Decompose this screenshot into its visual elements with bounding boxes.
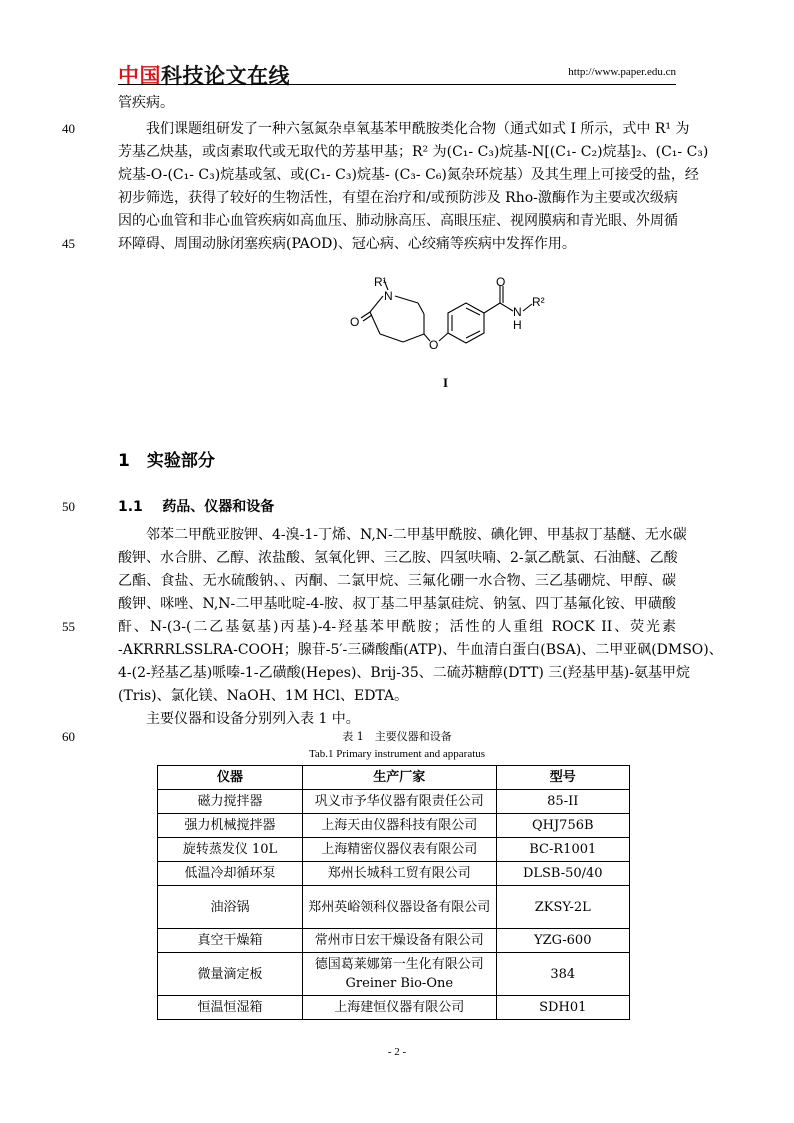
table-row: [158, 838, 630, 862]
text-line: 管疾病。: [118, 95, 174, 111]
page-header: [118, 58, 676, 88]
table-cell: 恒温恒湿箱: [158, 996, 303, 1020]
line-number: 55: [62, 619, 75, 634]
table-cell: 强力机械搅拌器: [158, 814, 303, 838]
table-cell: SDH01: [496, 996, 629, 1020]
text-line: (Tris)、氯化镁、NaOH、1M HCl、EDTA。: [118, 688, 409, 704]
table-cell: 巩义市予华仪器有限责任公司: [303, 790, 496, 814]
atom-label: O: [350, 315, 360, 329]
atom-label: H: [513, 318, 522, 332]
header-url[interactable]: http://www.paper.edu.cn: [568, 66, 676, 78]
text-line: 酸钾、水合肼、乙醇、浓盐酸、氢氧化钾、三乙胺、四氢呋喃、2-氯乙酰氯、石油醚、乙酸: [118, 550, 678, 566]
column-header: 仪器: [158, 766, 303, 790]
table-row: [158, 790, 630, 814]
table-cell: 384: [496, 953, 629, 996]
table-cell: 真空干燥箱: [158, 929, 303, 953]
table-row: [158, 953, 630, 996]
table-cell: 上海精密仪器仪表有限公司: [303, 838, 496, 862]
table-row: [158, 886, 630, 929]
table-cell: 微量滴定板: [158, 953, 303, 996]
table-cell: 油浴锅: [158, 886, 303, 929]
table-cell: 85-II: [496, 790, 629, 814]
text-line: 环障碍、周围动脉闭塞疾病(PAOD)、冠心病、心绞痛等疾病中发挥作用。: [118, 236, 576, 252]
table-cell: 德国葛莱娜第一生化有限公司 Greiner Bio-One: [303, 953, 496, 996]
table-caption-cn: 表 1 主要仪器和设备: [342, 730, 452, 743]
table-row: [158, 929, 630, 953]
page-number: - 2 -: [387, 1046, 407, 1058]
atom-label: O: [496, 276, 506, 289]
text-line: -AKRRRLSSLRA-COOH；腺苷-5′-三磷酸酯(ATP)、牛血清白蛋白(BSA)、二甲亚砜(DMSO)、: [118, 642, 723, 658]
journal-logo: 中国科技论文在线: [118, 64, 290, 88]
table-cell: YZG-600: [496, 929, 629, 953]
table-row: [158, 814, 630, 838]
text-line: 主要仪器和设备分别列入表 1 中。: [118, 711, 360, 727]
text-line: 邻苯二甲酰亚胺钾、4-溴-1-丁烯、N,N-二甲基甲酰胺、碘化钾、甲基叔丁基醚、无水碳: [118, 527, 687, 543]
table-caption-en: Tab.1 Primary instrument and apparatus: [308, 748, 486, 760]
table-cell: ZKSY-2L: [496, 886, 629, 929]
table-cell: 旋转蒸发仪 10L: [158, 838, 303, 862]
table-cell: QHJ756B: [496, 814, 629, 838]
instrument-table: [157, 765, 630, 1020]
table-cell: 上海建恒仪器有限公司: [303, 996, 496, 1020]
atom-label: O: [429, 338, 439, 352]
line-number: 45: [62, 236, 75, 251]
table-header-row: [158, 766, 630, 790]
text-line: 乙酯、食盐、无水硫酸钠、、丙酮、二氯甲烷、三氟化硼一水合物、三乙基硼烷、甲醇、碳: [118, 573, 676, 589]
table-cell: 常州市日宏干燥设备有限公司: [303, 929, 496, 953]
table-cell: 低温冷却循环泵: [158, 862, 303, 886]
text-line: 初步筛选，获得了较好的生物活性，有望在治疗和/或预防涉及 Rho-激酶作为主要或次级病: [118, 190, 678, 206]
text-line: 4-(2-羟基乙基)哌嗪-1-乙磺酸(Hepes)、Brij-35、二硫苏糖醇(DTT) 三(羟基甲基)-氨基甲烷: [118, 665, 690, 681]
atom-label: R²: [532, 295, 545, 309]
header-divider: [118, 84, 676, 85]
line-number: 60: [62, 729, 75, 744]
column-header: 型号: [496, 766, 629, 790]
subsection-heading: 1.1 药品、仪器和设备: [118, 499, 275, 515]
compound-structure-diagram: [348, 276, 588, 356]
line-number: 50: [62, 499, 75, 514]
line-number: 40: [62, 121, 75, 136]
column-header: 生产厂家: [303, 766, 496, 790]
table-row: [158, 862, 630, 886]
text-line: 酸钾、咪唑、N,N-二甲基吡啶-4-胺、叔丁基二甲基氯硅烷、钠氢、四丁基氟化铵、甲磺酸: [118, 596, 676, 612]
text-line: 我们课题组研发了一种六氢氮杂卓氧基苯甲酰胺类化合物（通式如式 I 所示，式中 R¹ 为: [118, 121, 690, 137]
atom-label: R¹: [374, 276, 387, 289]
text-line: 酐、N-(3-(二乙基氨基)丙基)-4-羟基苯甲酰胺；活性的人重组 ROCK II、荧光素: [118, 619, 676, 635]
table-cell: 磁力搅拌器: [158, 790, 303, 814]
table-cell: BC-R1001: [496, 838, 629, 862]
text-line: 芳基乙炔基，或卤素取代或无取代的芳基甲基；R² 为(C₁- C₃)烷基-N[(C₁- C₂)烷基]₂、(C₁- C₃): [118, 144, 709, 160]
section-title: 1 实验部分: [118, 451, 215, 471]
table-row: [158, 996, 630, 1020]
table-cell: 郑州英峪领科仪器设备有限公司: [303, 886, 496, 929]
table-cell: 上海天由仪器科技有限公司: [303, 814, 496, 838]
compound-label: I: [443, 375, 449, 390]
atom-label: N: [384, 289, 393, 303]
table-cell: 郑州长城科工贸有限公司: [303, 862, 496, 886]
table-cell: DLSB-50/40: [496, 862, 629, 886]
atom-label: N: [513, 305, 522, 319]
text-line: 因的心血管和非心血管疾病如高血压、肺动脉高压、高眼压症、视网膜病和青光眼、外周循: [118, 213, 678, 229]
text-line: 烷基-O-(C₁- C₃)烷基或氢、或(C₁- C₃)烷基- (C₃- C₆)氮杂环烷基）及其生理上可接受的盐，经: [118, 167, 699, 183]
